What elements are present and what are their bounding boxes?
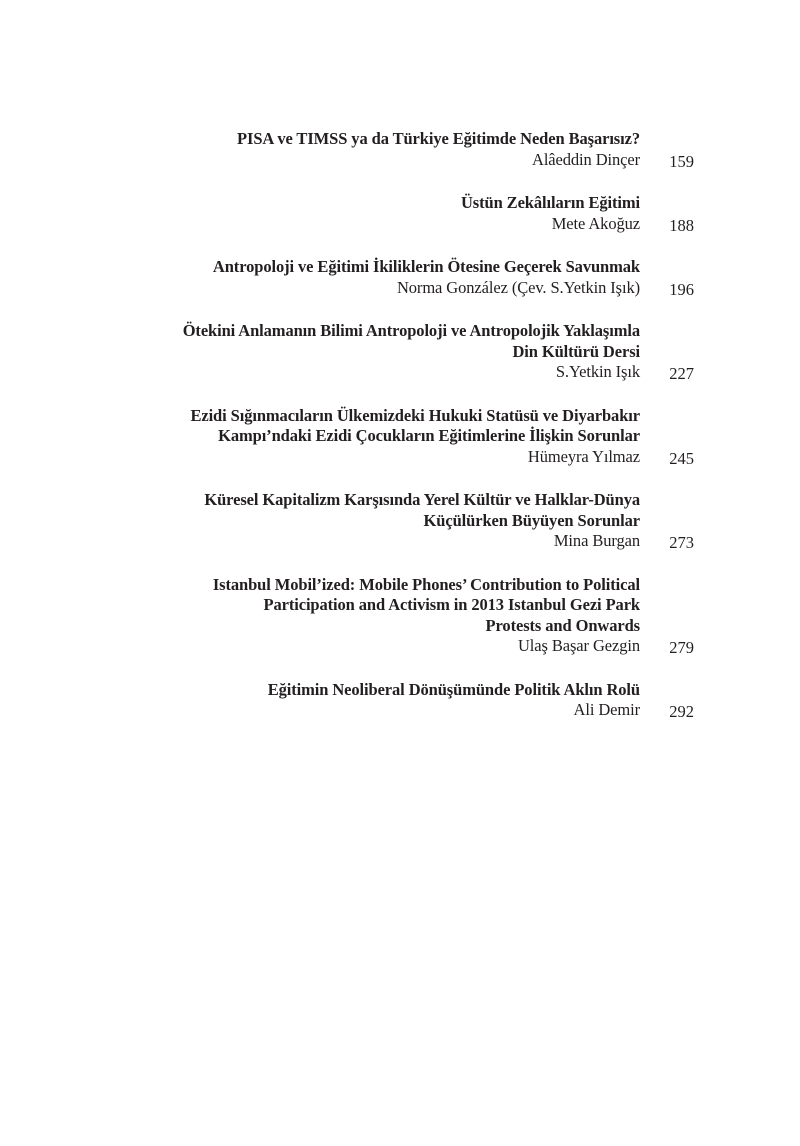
page-number: 292: [669, 702, 694, 721]
chapter-author: Norma González (Çev. S.Yetkin Işık): [396, 277, 640, 297]
chapter-author: S.Yetkin Işık: [555, 362, 640, 381]
chapter-title: Eğitimin Neoliberal Dönüşümünde Politik Aklın Rolü: [267, 679, 640, 699]
page-number: 245: [669, 448, 694, 468]
chapter-title: Ötekini Anlamanın Bilimi Antropoloji ve Antropolojik Yaklaşımla Din Kültürü Dersi: [182, 321, 640, 361]
chapter-author: Mina Burgan: [553, 531, 640, 550]
chapter-author: Hümeyra Yılmaz: [527, 446, 640, 466]
table-of-contents: [100, 129, 694, 744]
toc-entry: [100, 490, 694, 554]
chapter-author: Ali Demir: [573, 700, 640, 719]
chapter-title: Istanbul Mobil’ized: Mobile Phones’ Contribution to Political Participation and Activism in 2013 Istanbul Gezi Park Protests and Onwards: [212, 574, 640, 635]
chapter-title: Üstün Zekâlıların Eğitimi: [460, 193, 640, 212]
toc-entry: [100, 129, 694, 172]
page-number: 159: [669, 151, 694, 171]
chapter-title: Küresel Kapitalizm Karşısında Yerel Kültür ve Halklar-Dünya Küçülürken Büyüyen Sorunlar: [204, 490, 640, 530]
page-number: 279: [669, 638, 694, 657]
chapter-title: PISA ve TIMSS ya da Türkiye Eğitimde Neden Başarısız?: [237, 129, 640, 148]
page-number: 196: [669, 279, 694, 299]
toc-entry: [100, 257, 694, 300]
chapter-author: Mete Akoğuz: [551, 213, 640, 233]
chapter-title: Antropoloji ve Eğitimi İkiliklerin Ötesine Geçerek Savunmak: [212, 257, 640, 276]
page-number: 273: [669, 533, 694, 552]
toc-entry: [100, 193, 694, 236]
chapter-author: Ulaş Başar Gezgin: [517, 636, 640, 655]
chapter-title: Ezidi Sığınmacıların Ülkemizdeki Hukuki Statüsü ve Diyarbakır Kampı’ndaki Ezidi Çocukların Eğitimlerine İlişkin Sorunlar: [190, 405, 640, 445]
toc-entry: [100, 406, 694, 470]
toc-entry: [100, 680, 694, 723]
toc-entry: [100, 321, 694, 385]
toc-entry: [100, 575, 694, 659]
page-number: 188: [669, 215, 694, 235]
chapter-author: Alâeddin Dinçer: [532, 149, 640, 169]
page-number: 227: [669, 364, 694, 383]
